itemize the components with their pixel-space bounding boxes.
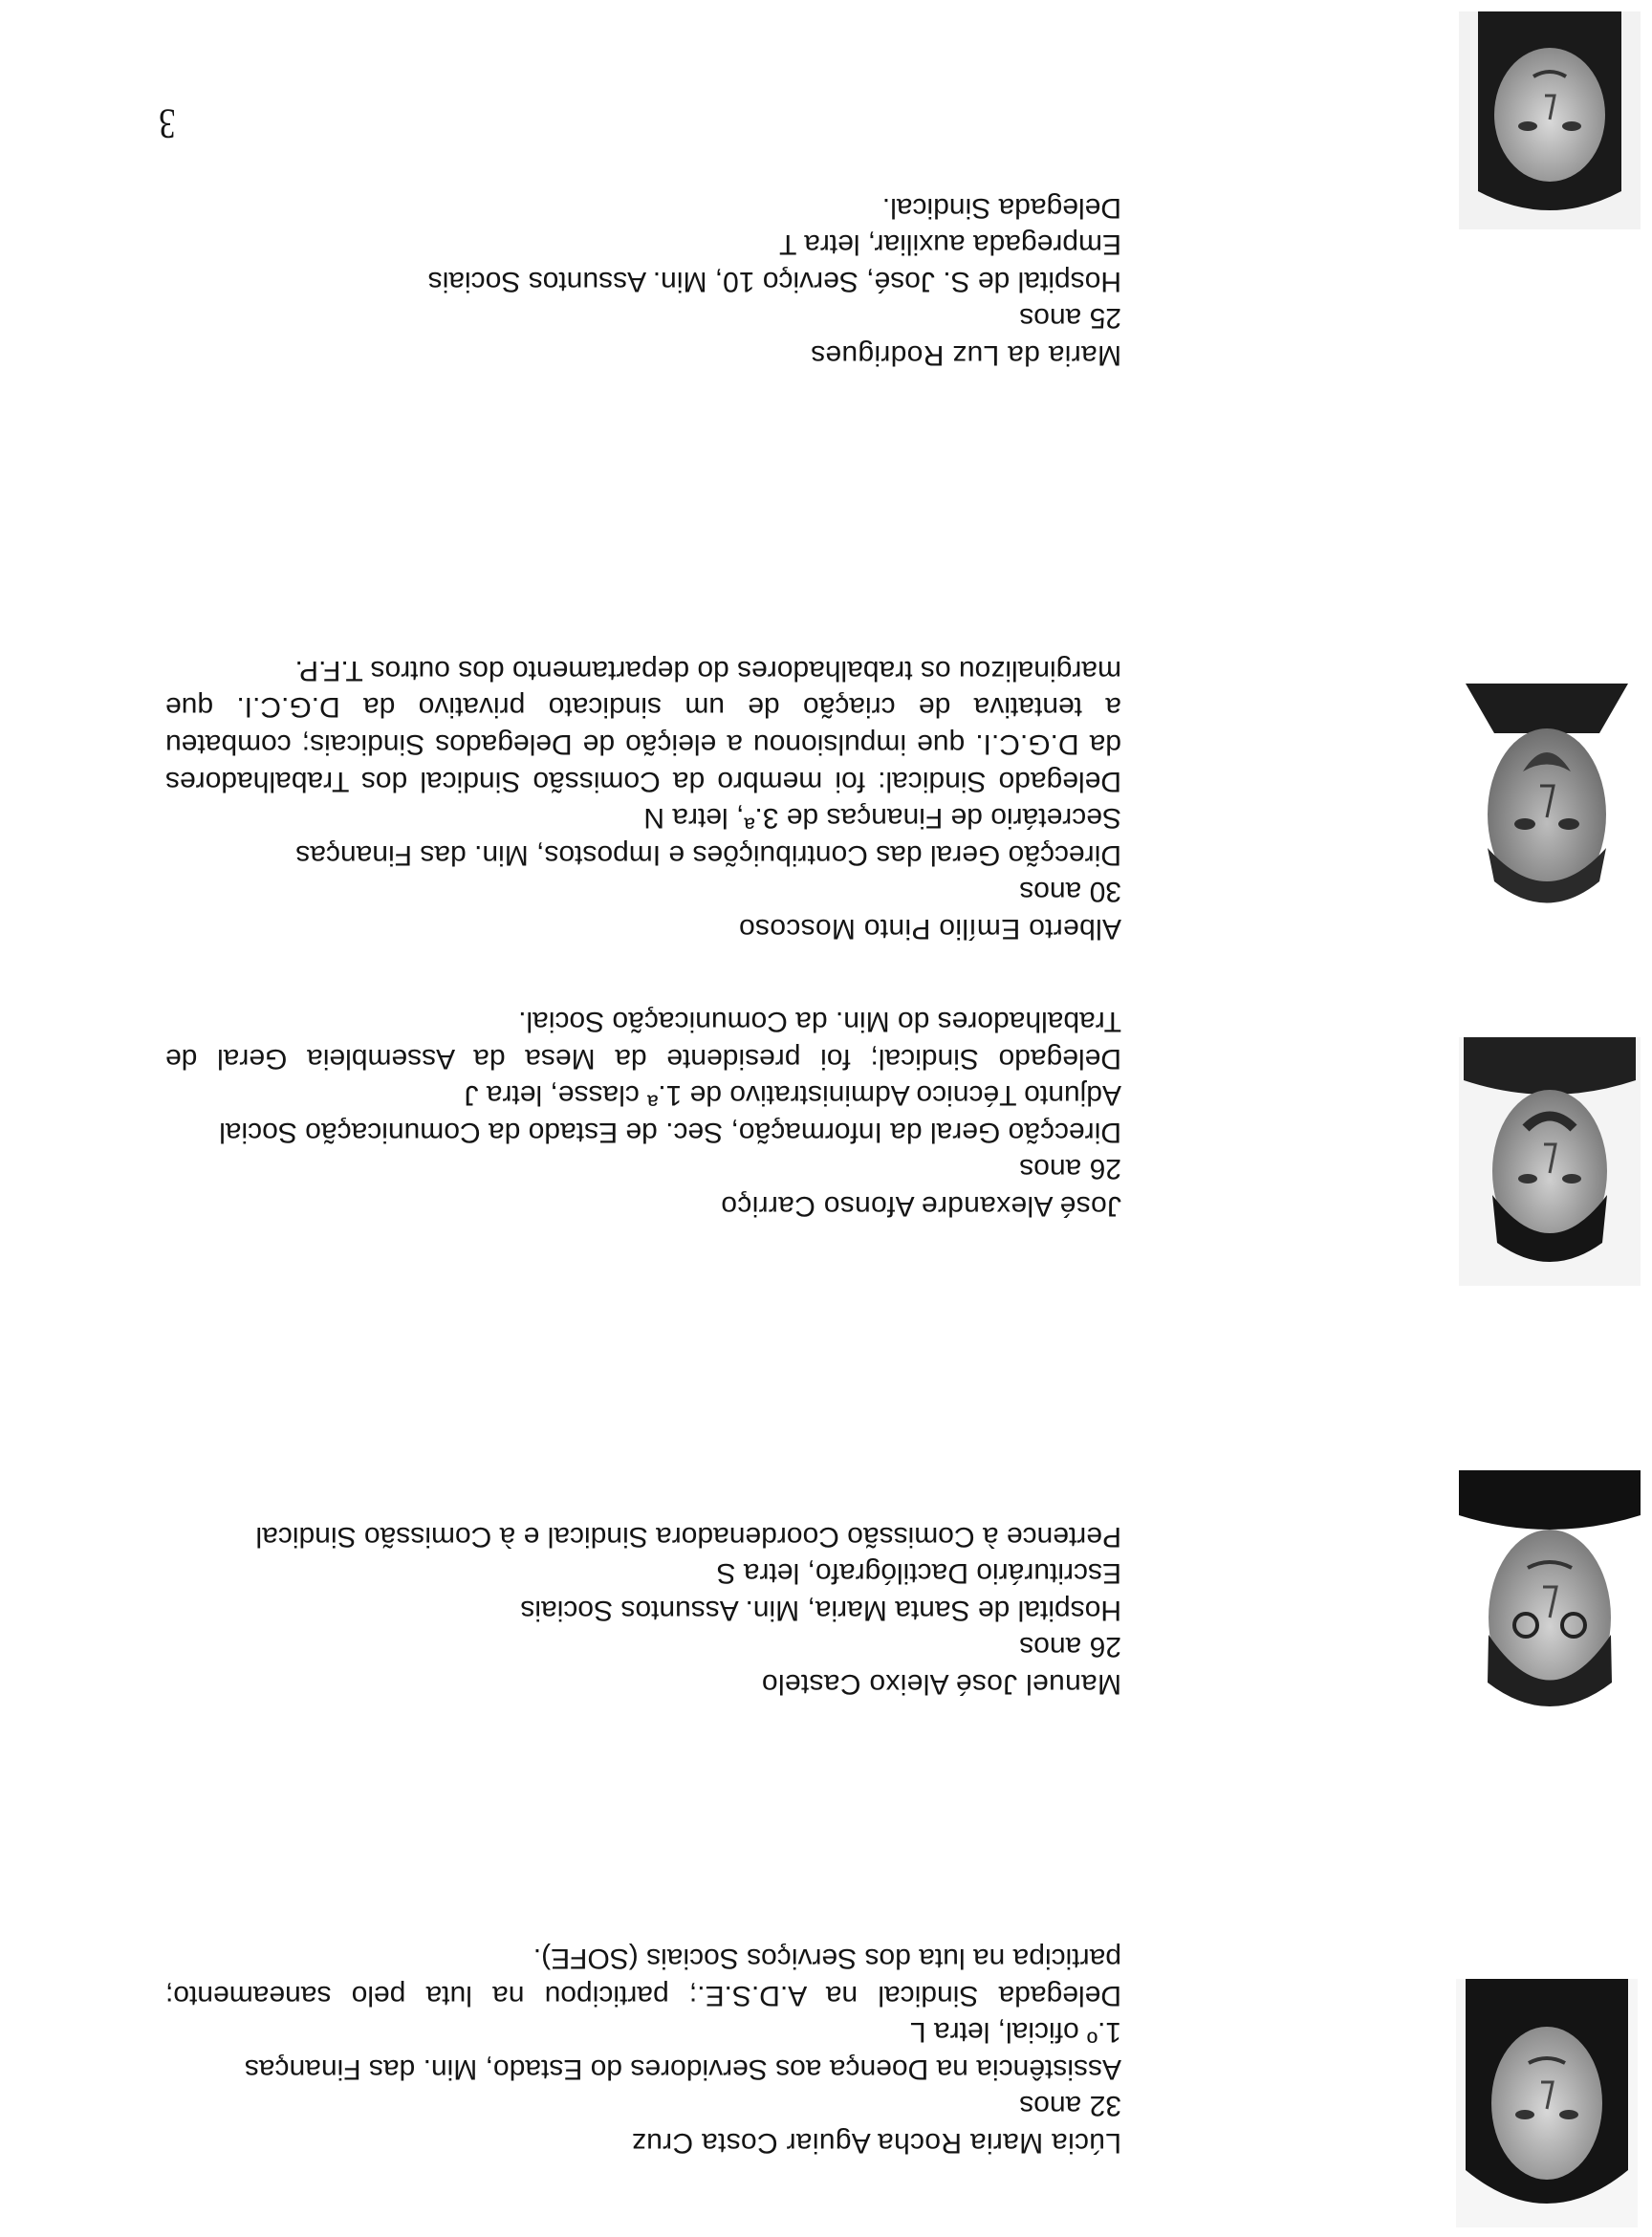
entry-name: Manuel José Aleixo Castelo (761, 1668, 1121, 1700)
portrait-photo (1459, 1037, 1641, 1286)
portrait-photo (1456, 684, 1638, 924)
entry-union-role: Delegada Sindical na A.D.S.E.; participou na luta pelo saneamento; participa na luta dos Serviços Sociais (SOFE). (165, 1943, 1121, 2011)
entry-name: José Alexandre Afonso Carriço (721, 1190, 1121, 1222)
entry-workplace: Hospital de Santa Maria, Min. Assuntos Sociais (520, 1594, 1121, 1626)
entry-position: Empregada auxiliar, letra T (779, 228, 1121, 261)
entry-name: Lúcia Maria Rocha Aguiar Costa Cruz (631, 2127, 1121, 2159)
entry-workplace: Direcção Geral das Contribuições e Impostos, Min. das Finanças (295, 838, 1121, 871)
entry-position: Secretário de Finanças de 3.ª, letra N (643, 802, 1121, 835)
entry-workplace: Direcção Geral da Informação, Sec. de Estado da Comunicação Social (219, 1116, 1121, 1148)
entry-age: 25 anos (1019, 302, 1121, 335)
entry-age: 26 anos (1019, 1631, 1121, 1663)
portrait-photo (1456, 1979, 1638, 2227)
entry-workplace: Hospital de S. José, Serviço 10, Min. Assuntos Sociais (427, 265, 1121, 297)
entry-union-role: Delegado Sindical; foi presidente da Mesa da Assembleia Geral de Trabalhadores do Min. da Comunicação Social. (165, 1006, 1121, 1075)
entry-name: Alberto Emílio Pinto Moscoso (738, 913, 1121, 945)
entry-age: 32 anos (1019, 2090, 1121, 2122)
entry-position: Adjunto Técnico Administrativo de 1.ª classe, letra J (464, 1079, 1121, 1112)
entry-age: 26 anos (1019, 1153, 1121, 1185)
entry-lucia-maria-rocha-aguiar-costa-cruz (165, 1939, 1121, 2161)
entry-manuel-jose-aleixo-castelo (165, 1517, 1121, 1702)
entry-name: Maria da Luz Rodrigues (810, 339, 1121, 371)
entry-maria-da-luz-rodrigues (165, 188, 1121, 373)
portrait-photo (1459, 11, 1641, 229)
entry-union-role: Pertence à Comissão Coordenadora Sindical e à Comissão Sindical (255, 1520, 1121, 1553)
portrait-photo (1459, 1470, 1641, 1730)
entry-union-role: Delegado Sindical: foi membro da Comissão Sindical dos Trabalhadores da D.G.C.I. que impulsionou a eleição de Delegados Sindicais; combateu a tentativa de criação de um sindicato privativo da D.G.C.I. que marginalizou os trabalhadores do departamento dos outros T.F.P. (165, 654, 1121, 797)
page-number: 3 (159, 100, 176, 147)
entry-position: 1.º oficial, letra L (909, 2016, 1121, 2049)
entry-jose-alexandre-afonso-carrico (165, 1002, 1121, 1224)
entry-workplace: Assistência na Doença aos Servidores do Estado, Min. das Finanças (244, 2052, 1121, 2085)
entry-alberto-emilio-pinto-moscoso (165, 651, 1121, 946)
entry-union-role: Delegada Sindical. (881, 191, 1121, 224)
entry-position: Escriturário Dactilógrafo, letra S (716, 1557, 1121, 1590)
entry-age: 30 anos (1019, 876, 1121, 908)
